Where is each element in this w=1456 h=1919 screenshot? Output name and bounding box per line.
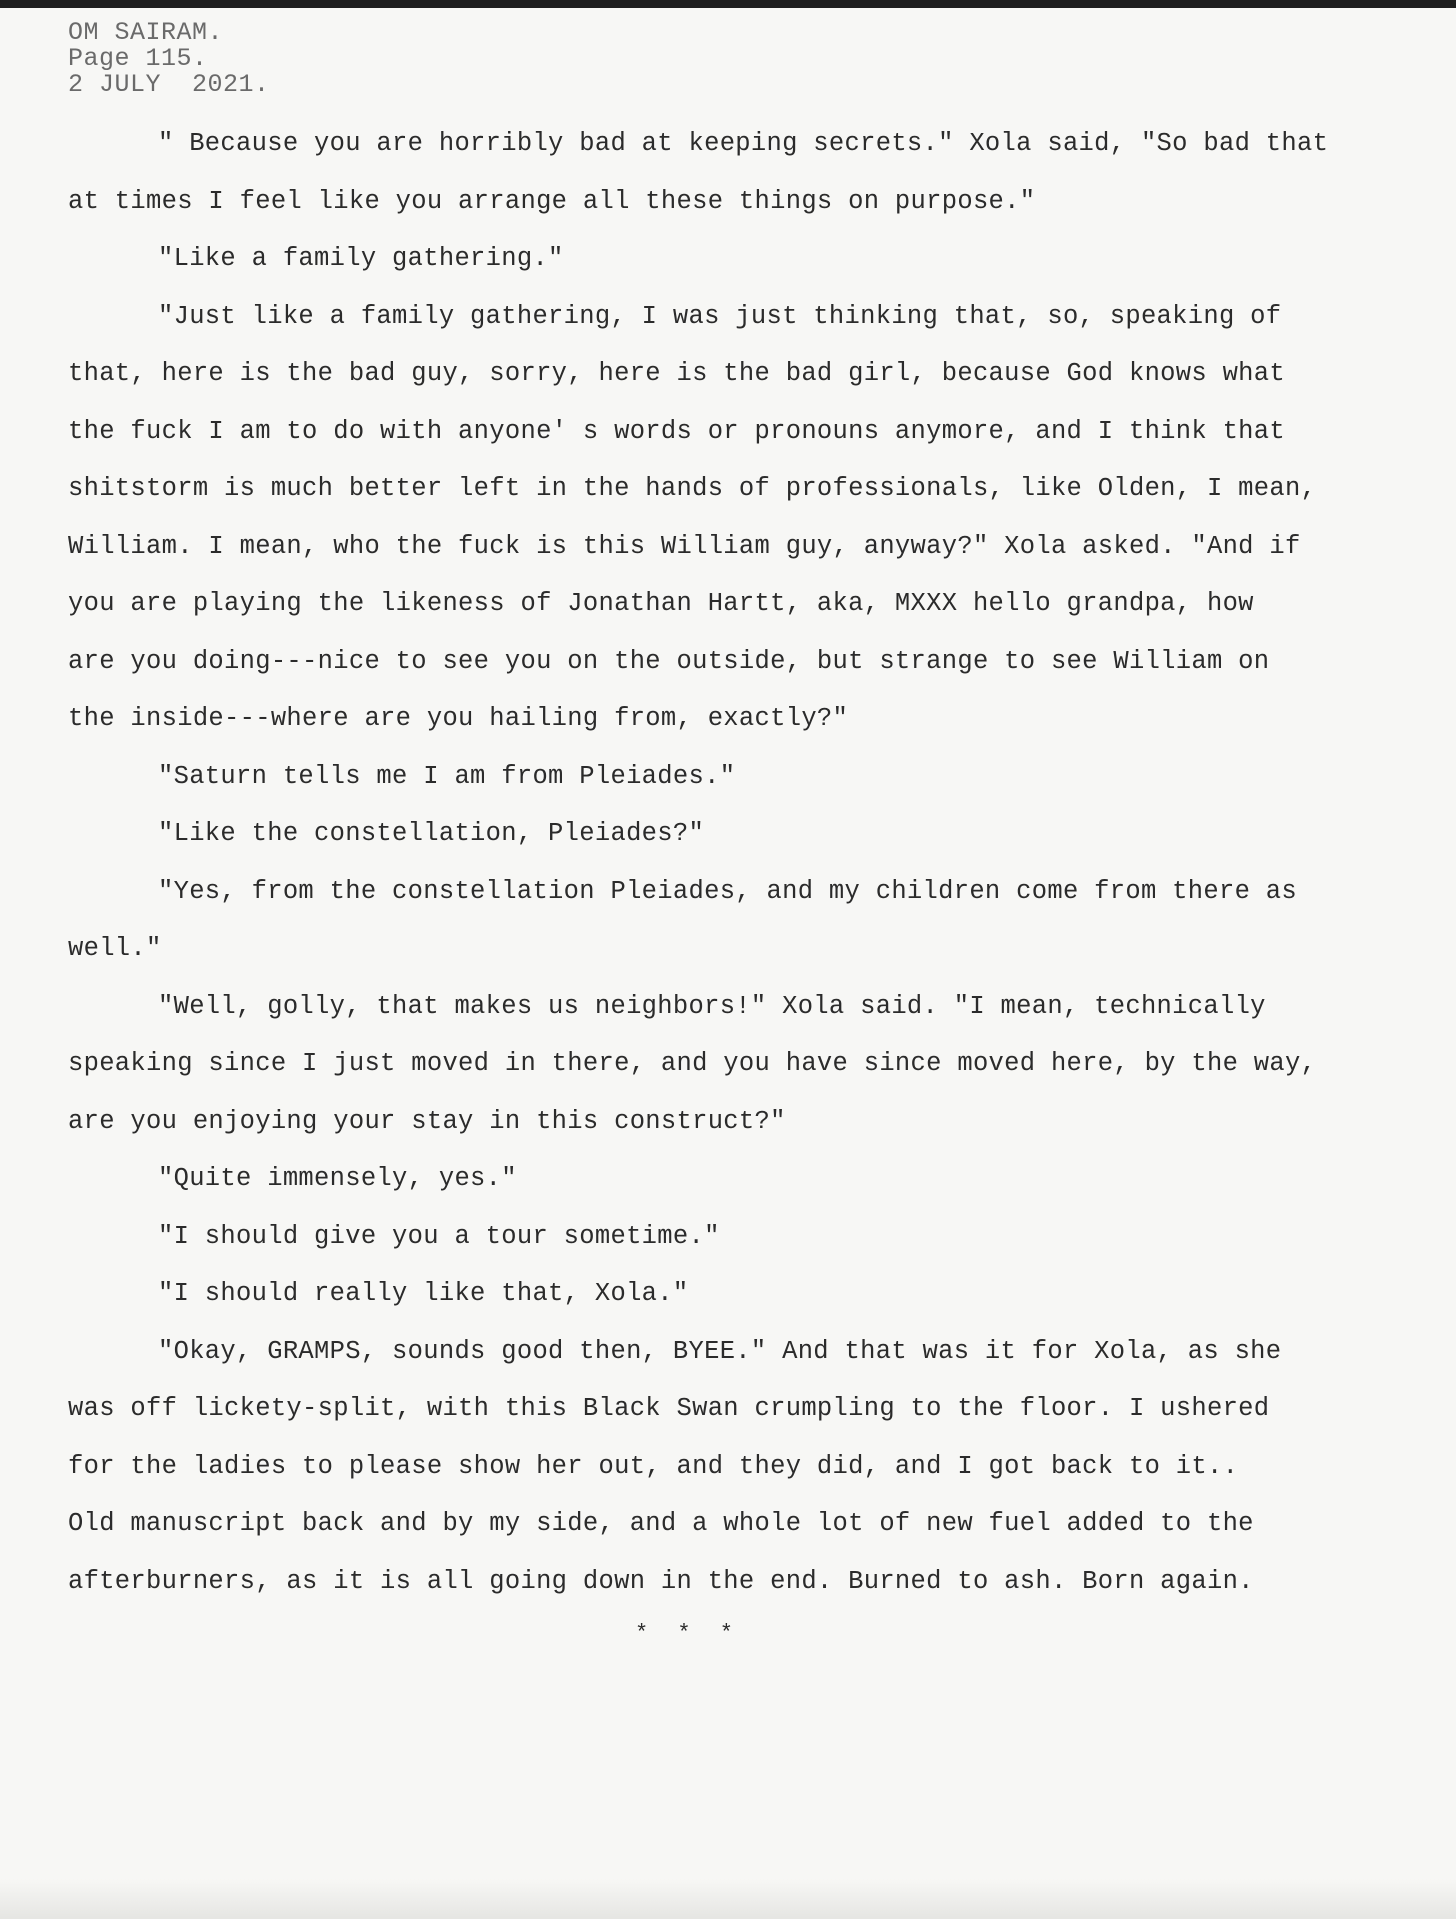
text-line: are you enjoying your stay in this construct?": [68, 1106, 786, 1136]
text-line: "Like a family gathering.": [158, 244, 564, 273]
text-line: Old manuscript back and by my side, and a whole lot of new fuel added to the: [68, 1509, 1254, 1538]
header-line-3: 2 JULY 2021.: [68, 70, 270, 99]
text-line: "Yes, from the constellation Pleiades, and my children come from there as: [158, 876, 1297, 906]
text-line: was off lickety-split, with this Black Swan crumpling to the floor. I ushered: [68, 1394, 1270, 1423]
manuscript-body: [68, 124, 1438, 1646]
header-line-2: Page 115.: [68, 44, 208, 73]
text-line: for the ladies to please show her out, and they did, and I got back to it..: [68, 1451, 1239, 1481]
text-line: well.": [68, 934, 162, 963]
page-bottom-shade: [0, 1879, 1456, 1919]
text-line: the fuck I am to do with anyone' s words or pronouns anymore, and I think that: [68, 416, 1285, 446]
text-line: "Okay, GRAMPS, sounds good then, BYEE." And that was it for Xola, as she: [158, 1336, 1282, 1366]
text-line: that, here is the bad guy, sorry, here is the bad girl, because God knows what: [68, 359, 1285, 388]
text-line: "I should really like that, Xola.": [158, 1279, 689, 1308]
text-line: speaking since I just moved in there, and you have since moved here, by the way,: [68, 1049, 1317, 1078]
text-line: "Quite immensely, yes.": [158, 1164, 517, 1193]
page-top-edge: [0, 0, 1456, 8]
text-line: shitstorm is much better left in the hands of professionals, like Olden, I mean,: [68, 474, 1317, 503]
text-line: "I should give you a tour sometime.": [158, 1221, 720, 1251]
section-break: * * *: [634, 1621, 741, 1646]
text-line: "Saturn tells me I am from Pleiades.": [158, 761, 736, 791]
page-header: [68, 20, 270, 98]
text-line: the inside---where are you hailing from, exactly?": [68, 704, 849, 733]
text-line: "Like the constellation, Pleiades?": [158, 819, 705, 848]
text-line: William. I mean, who the fuck is this William guy, anyway?" Xola asked. "And if: [68, 531, 1301, 561]
text-line: "Just like a family gathering, I was just thinking that, so, speaking of: [158, 301, 1282, 331]
text-line: " Because you are horribly bad at keeping secrets." Xola said, "So bad that: [158, 129, 1329, 158]
text-line: "Well, golly, that makes us neighbors!" Xola said. "I mean, technically: [158, 991, 1266, 1021]
text-line: are you doing---nice to see you on the outside, but strange to see William on: [68, 646, 1270, 676]
header-line-1: OM SAIRAM.: [68, 18, 224, 47]
text-line: afterburners, as it is all going down in the end. Burned to ash. Born again.: [68, 1566, 1254, 1596]
text-line: you are playing the likeness of Jonathan Hartt, aka, MXXX hello grandpa, how: [68, 589, 1254, 618]
text-line: at times I feel like you arrange all these things on purpose.": [68, 186, 1036, 216]
